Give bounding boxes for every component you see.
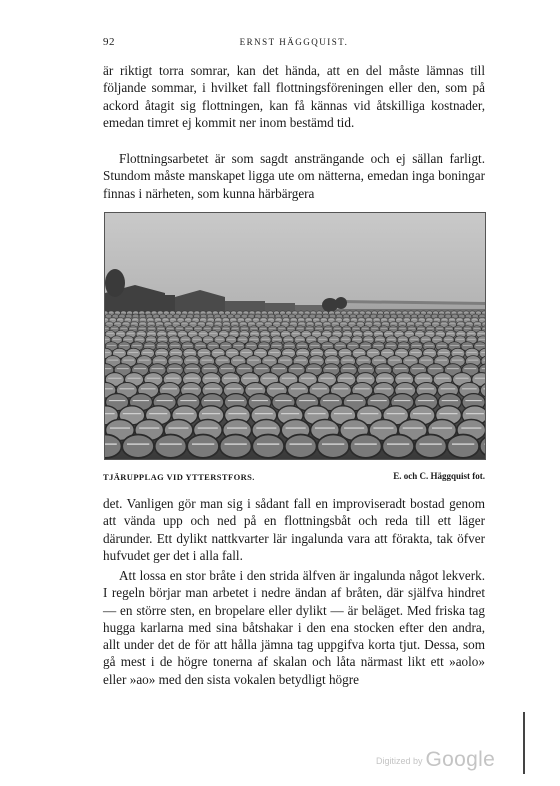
page-edge-line [523, 712, 525, 774]
google-watermark [376, 748, 495, 772]
photo-tar-storage [104, 212, 486, 460]
paragraph-4: Att lossa en stor bråte i den strida älfven är ingalunda något lekverk. I regeln börjar man arbetet i nedre ändan af bråten, där själfva hindret — en större sten, en bropelare eller dylikt — är beläget. Med friska tag hugga karlarna med sina båtshakar i den ena stocken efter den andra, allt under det de för att hålla jämna tag uppgifva korta tjut. Dessa, som gå mest i de högre tonerna af skalan och låta närmast likt ett »aolo» eller »ao» med den sista vokalen betydligt högre [103, 568, 485, 687]
page-number: 92 [103, 36, 115, 48]
page-header [103, 36, 485, 50]
paragraph-2: Flottningsarbetet är som sagdt ansträngande och ej sällan farligt. Stundom måste manskapet ligga ute om nätterna, emedan inga boningar finnas i närheten, som kunna härbärgera [103, 151, 485, 201]
running-head: ERNST HÄGGQUIST. [239, 37, 349, 47]
paragraph-1: är riktigt torra somrar, kan det hända, att en del måste lämnas till följande sommar, i hvilket fall flottningsföreningen eller den, som på ackord åtagit sig flottningen, kan få kännas vid åtskilliga kostnader, emedan timret ej kommit ner inom bestämd tid. [103, 63, 485, 130]
photo-credit: E. och C. Häggquist fot. [393, 471, 485, 481]
figure-caption: TJÄRUPPLAG VID YTTERSTFORS. [103, 472, 255, 482]
watermark-prefix: Digitized by [376, 756, 423, 766]
google-logo: Google [425, 748, 496, 771]
paragraph-3: det. Vanligen gör man sig i sådant fall en improviseradt bostad genom att vända upp och ned på en flottningsbåt och reda till ett läger därunder. Ett dylikt nattkvarter lär ingalunda vara att förakta, tak öfver hufvudet ger det i alla fall. [103, 496, 485, 563]
